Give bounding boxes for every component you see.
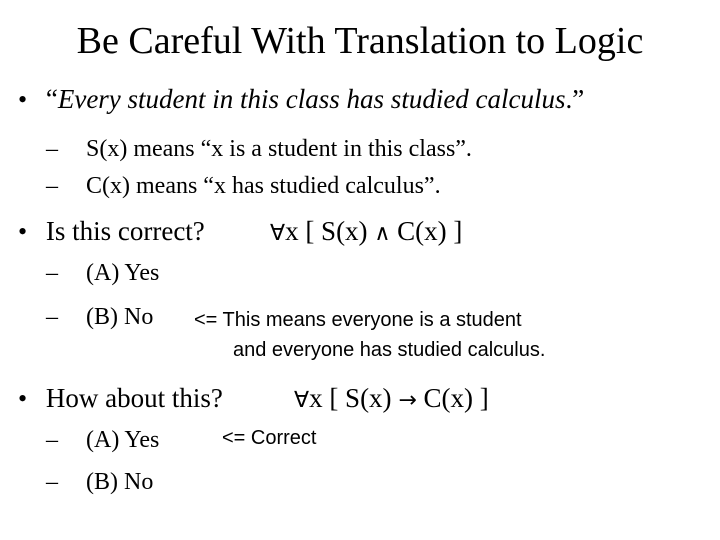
bullet-marker: • (18, 384, 28, 413)
option-2b (46, 305, 153, 329)
sub-item-text: C(x) means “x has studied calculus”. (86, 173, 441, 199)
bullet-3-question: How about this? (45, 383, 223, 413)
bullet-marker: • (18, 85, 28, 114)
formula-part-a: x [ S(x) (285, 216, 375, 246)
option-3a (46, 428, 159, 452)
bullet-1-text: Every student in this class has studied calculus (57, 84, 566, 114)
option-label: (A) Yes (86, 260, 160, 286)
dash-marker: – (46, 173, 58, 199)
note-everyone-student: <= This means everyone is a student (194, 309, 522, 331)
formula-part-a: x [ S(x) (309, 383, 399, 413)
forall-symbol: ∀ (294, 388, 310, 413)
forall-symbol: ∀ (270, 221, 286, 246)
option-label: (A) Yes (86, 427, 160, 453)
note-correct: <= Correct (222, 427, 317, 449)
sub-item-s-definition (46, 137, 472, 161)
note-everyone-calculus: and everyone has studied calculus. (233, 339, 546, 361)
bullet-marker: • (18, 217, 28, 246)
implies-arrow: → (398, 388, 417, 413)
formula-part-b: C(x) ] (416, 383, 489, 413)
bullet-1-close-quote: .” (565, 84, 585, 114)
dash-marker: – (46, 427, 58, 453)
slide-title: Be Careful With Translation to Logic (76, 20, 644, 62)
bullet-2-question: Is this correct? (45, 216, 205, 246)
bullet-1 (18, 86, 584, 113)
option-3b (46, 470, 153, 494)
bullet-2 (18, 218, 205, 245)
formula-implication (294, 385, 489, 412)
sub-item-c-definition (46, 174, 441, 198)
dash-marker: – (46, 260, 58, 286)
formula-part-b: C(x) ] (390, 216, 463, 246)
bullet-1-open-quote: “ (45, 84, 58, 114)
and-symbol: ∧ (374, 221, 391, 246)
dash-marker: – (46, 304, 58, 330)
option-2a (46, 261, 159, 285)
sub-item-text: S(x) means “x is a student in this class”. (86, 136, 472, 162)
dash-marker: – (46, 136, 58, 162)
formula-conjunction (270, 218, 462, 245)
dash-marker: – (46, 469, 58, 495)
bullet-3 (18, 385, 223, 412)
option-label: (B) No (86, 304, 154, 330)
option-label: (B) No (86, 469, 154, 495)
